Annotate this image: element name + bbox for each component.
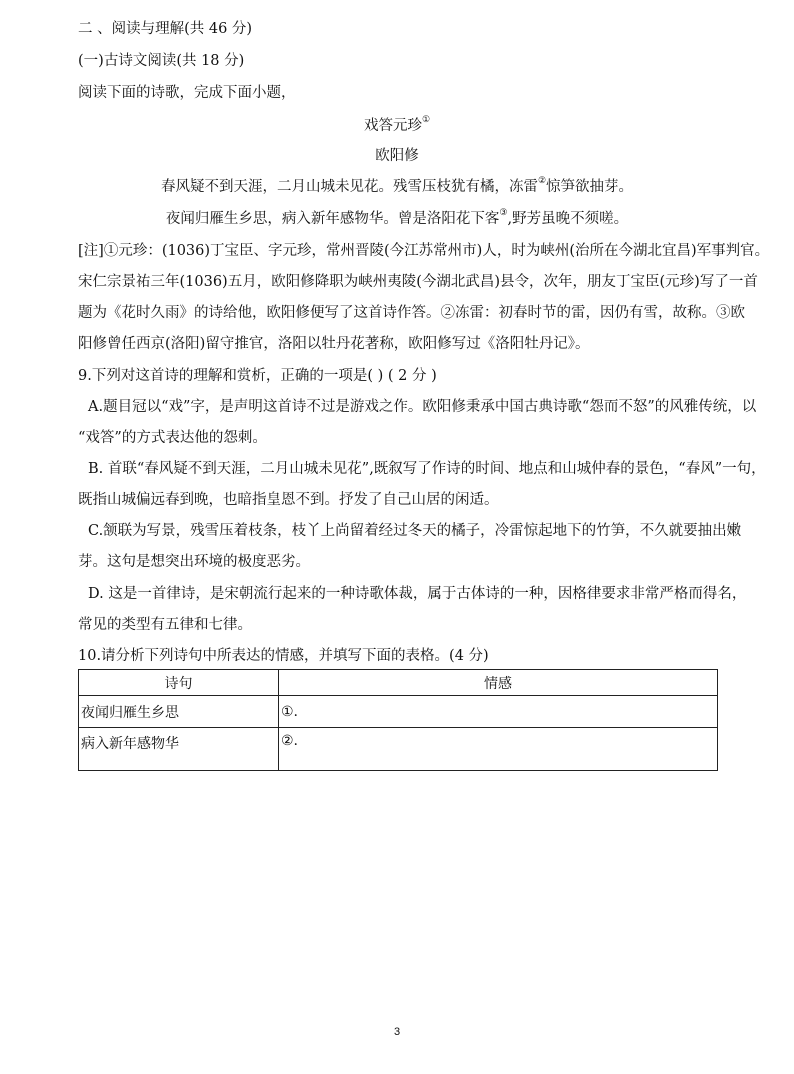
q9-option-b: B. 首联“春风疑不到天涯，二月山城未见花”,既叙写了作诗的时间、地点和山城仲春的景色，“春风”一句， [88, 461, 766, 477]
header-emotion: 情感 [279, 670, 718, 696]
q9-option-a-cont: “戏答”的方式表达他的怨刺。 [78, 430, 267, 446]
q9-option-c-cont: 芽。这句是想突出环境的极度恶劣。 [78, 554, 310, 570]
answer-table [78, 669, 718, 771]
note-line: [注]①元珍：(1036)丁宝臣、字元珍，常州晋陵(今江苏常州市)人，时为峡州(治所在今湖北宜昌)军事判官。 [78, 243, 770, 259]
page-number: 3 [393, 1026, 401, 1038]
poem-line-2: 夜闻归雁生乡思，病入新年感物华。曾是洛阳花下客③,野芳虽晚不须嗟。 [165, 208, 629, 227]
footnote-mark: ① [421, 115, 431, 126]
q9-option-b-cont: 既指山城偏远春到晚，也暗指皇恩不到。抒发了自己山居的闲适。 [78, 492, 499, 508]
note-line: 宋仁宗景祐三年(1036)五月，欧阳修降职为峡州夷陵(今湖北武昌)县令，次年，朋友丁宝臣(元珍)写了一首 [78, 274, 758, 290]
q9-option-a: A.题目冠以“戏”字，是声明这首诗不过是游戏之作。欧阳修秉承中国古典诗歌“怨而不怒”的风雅传统，以 [88, 399, 757, 415]
table-header-row [79, 670, 718, 696]
row-verse: 夜闻归雁生乡思 [79, 696, 279, 728]
note-line: 题为《花时久雨》的诗给他，欧阳修便写了这首诗作答。②冻雷：初春时节的雷，因仍有雪，故称。③欧 [78, 305, 745, 321]
poem-line-1: 春风疑不到天涯，二月山城未见花。残雪压枝犹有橘，冻雷②惊笋欲抽芽。 [160, 176, 634, 195]
q9-option-d-cont: 常见的类型有五律和七律。 [78, 617, 252, 633]
table-row [79, 728, 718, 771]
row-verse: 病入新年感物华 [79, 728, 279, 771]
answer-cell[interactable]: ①. [279, 696, 718, 728]
footnote-mark: ③ [499, 208, 508, 219]
poem-title: 戏答元珍① [363, 115, 431, 134]
instruction: 阅读下面的诗歌，完成下面小题， [78, 85, 296, 101]
note-line: 阳修曾任西京(洛阳)留守推官，洛阳以牡丹花著称，欧阳修写过《洛阳牡丹记》。 [78, 336, 590, 352]
q9-option-d: D. 这是一首律诗，是宋朝流行起来的一种诗歌体裁，属于古体诗的一种，因格律要求非常严格而得名， [88, 586, 747, 602]
table-row [79, 696, 718, 728]
q10-stem: 10.请分析下列诗句中所表达的情感，并填写下面的表格。(4 分) [78, 648, 489, 664]
poem-author: 欧阳修 [375, 148, 419, 164]
answer-cell[interactable]: ②. [279, 728, 718, 771]
footnote-mark: ② [537, 176, 547, 187]
section-heading: 二 、阅读与理解(共 46 分) [78, 21, 253, 37]
q9-option-c: C.颔联为写景，残雪压着枝条，枝丫上尚留着经过冬天的橘子，冷雷惊起地下的竹笋，不久就要抽出嫩 [88, 523, 742, 539]
header-line: 诗句 [79, 670, 279, 696]
q9-stem: 9.下列对这首诗的理解和赏析，正确的一项是( ) ( 2 分 ) [78, 368, 437, 384]
section-subheading: (一)古诗文阅读(共 18 分) [78, 53, 245, 69]
